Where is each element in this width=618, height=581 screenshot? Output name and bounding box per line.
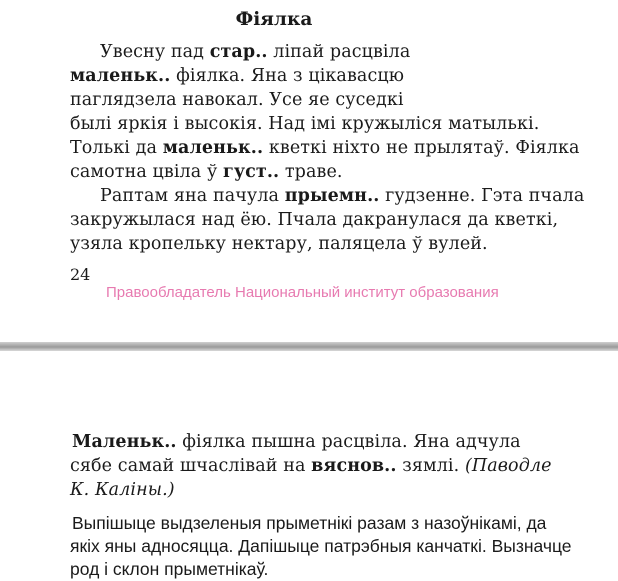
text-span: былі яркія і высокія. Над імі кружыліся матылькі. <box>70 114 540 134</box>
source-attribution: (Паводле <box>464 456 552 476</box>
text-line-1 <box>100 40 410 64</box>
text-line-11 <box>70 454 552 478</box>
text-span: Увесну пад <box>100 42 210 62</box>
highlighted-adjective: вяснов.. <box>311 456 397 476</box>
text-line-6 <box>70 160 343 184</box>
text-span: кветкі ніхто не прылятаў. Фіялка <box>263 138 580 158</box>
text-span: Раптам яна пачула <box>100 186 285 206</box>
text-span: сябе самай шчаслівай на <box>70 456 312 476</box>
text-line-5 <box>70 136 580 160</box>
highlighted-adjective: маленьк.. <box>70 66 171 86</box>
text-line-9 <box>70 232 488 256</box>
text-span: фіялка. Яна з цікавасцю <box>170 66 405 86</box>
text-line-3 <box>70 88 404 112</box>
text-line-10 <box>72 430 521 454</box>
text-line-12 <box>70 478 175 502</box>
text-span: паглядзела навокал. Усе яе суседкі <box>70 90 404 110</box>
text-span: траве. <box>279 162 343 182</box>
highlighted-adjective: прыемн.. <box>284 186 380 206</box>
highlighted-adjective: маленьк.. <box>162 138 264 158</box>
task-line-3: род і склон прыметнікаў. <box>70 559 269 579</box>
page-number: 24 <box>70 265 91 284</box>
copyright-notice: Правообладатель Национальный институт образования <box>106 284 499 301</box>
text-span: самотна цвіла ў <box>70 162 223 182</box>
text-span: ліпай расцвіла <box>267 42 411 62</box>
task-line-1: Выпішыце выдзеленыя прыметнікі разам з назоўнікамі, да <box>72 513 547 533</box>
text-span: зямлі. <box>396 456 465 476</box>
source-attribution: К. Каліны.) <box>70 480 175 500</box>
text-span: узяла кропельку нектару, паляцела ў вулей. <box>70 234 488 254</box>
text-line-7 <box>100 184 584 208</box>
highlighted-adjective: Маленьк.. <box>72 432 177 452</box>
text-span: закружылася над ёю. Пчала дакранулася да кветкі, <box>70 210 559 230</box>
task-line-2: якіх яны адносяцца. Дапішыце патрэбныя канчаткі. Вызначце <box>70 536 572 556</box>
page-title: Фіялка <box>235 9 313 30</box>
page-divider <box>0 342 618 351</box>
text-span: гудзенне. Гэта пчала <box>379 186 585 206</box>
text-span: фіялка пышна расцвіла. Яна адчула <box>176 432 521 452</box>
highlighted-adjective: стар.. <box>209 42 268 62</box>
text-line-2 <box>70 64 404 88</box>
text-line-8 <box>70 208 558 232</box>
highlighted-adjective: густ.. <box>223 162 280 182</box>
text-span: Толькі да <box>70 138 163 158</box>
text-line-4 <box>70 112 539 136</box>
